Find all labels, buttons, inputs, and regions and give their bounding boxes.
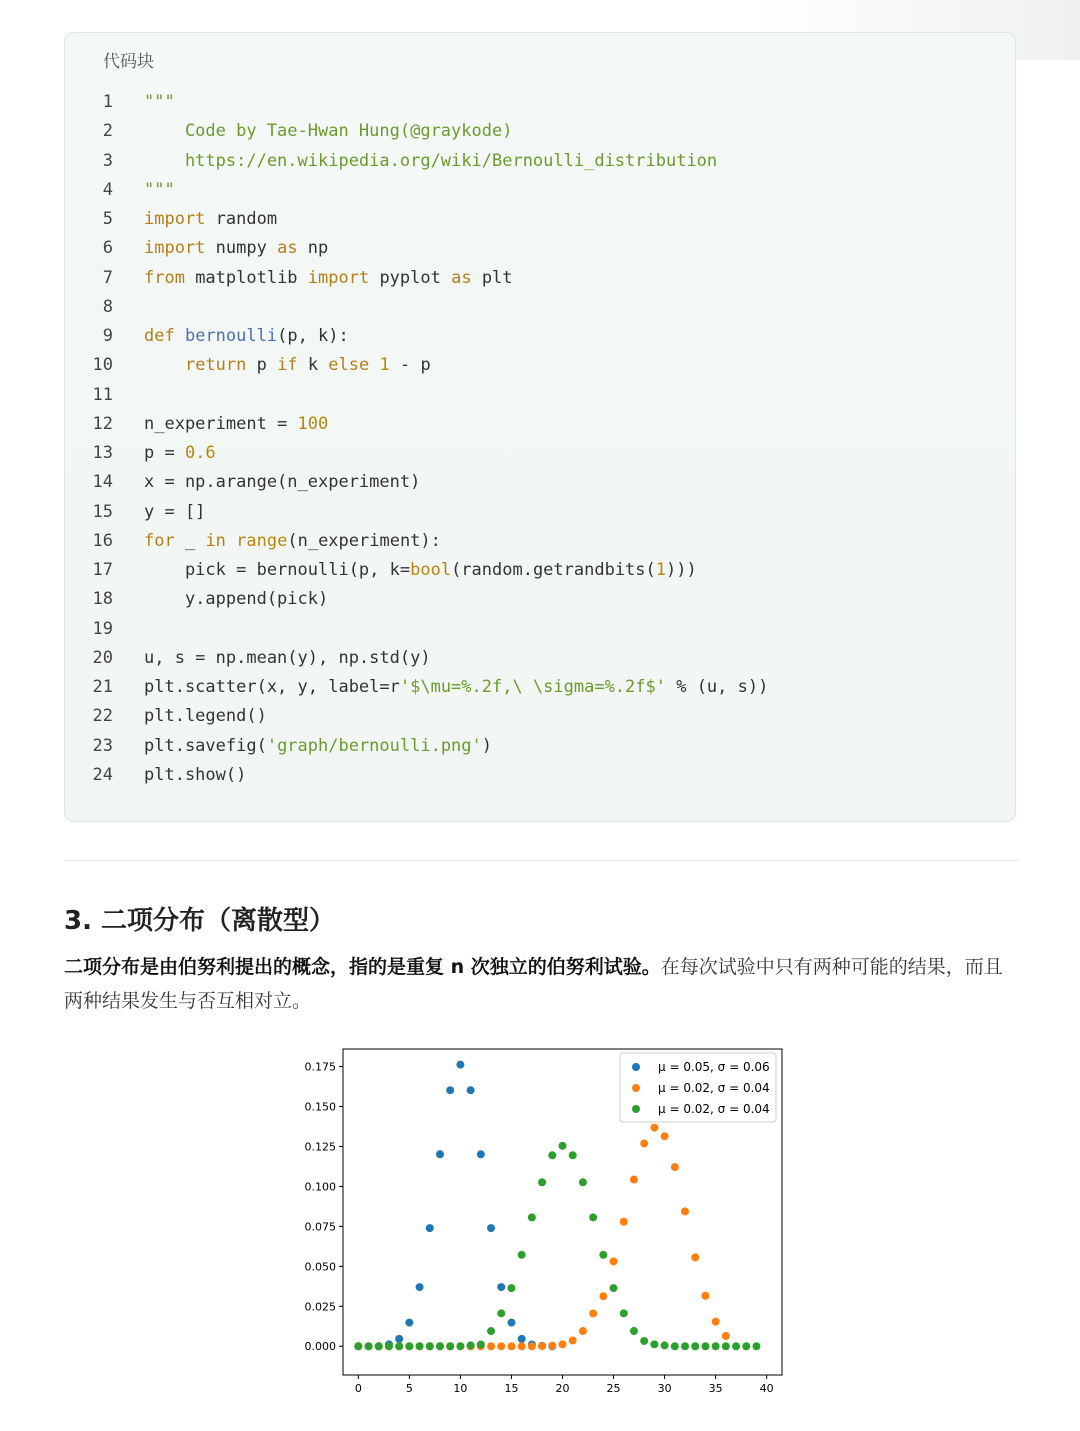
line-number: 5 <box>102 209 113 229</box>
code-text <box>144 410 328 439</box>
section-divider <box>64 860 1018 861</box>
legend-marker <box>632 1084 640 1092</box>
code-token: import <box>144 209 206 229</box>
y-tick-label: 0.150 <box>304 1100 336 1114</box>
x-tick-label: 35 <box>708 1382 723 1395</box>
code-token: as <box>451 267 472 288</box>
code-token: """ <box>144 92 175 112</box>
line-number: 14 <box>92 472 113 493</box>
scatter-point <box>528 1342 536 1350</box>
line-number: 24 <box>92 764 113 785</box>
scatter-point <box>538 1342 546 1350</box>
code-token: from <box>144 267 185 288</box>
scatter-point <box>589 1213 597 1221</box>
code-line <box>65 498 1015 527</box>
code-token: 100 <box>297 413 329 434</box>
y-tick-label: 0.100 <box>304 1180 336 1194</box>
line-number: 10 <box>92 355 113 376</box>
code-token: plt <box>471 267 513 288</box>
line-number: 9 <box>102 326 113 346</box>
code-line <box>65 88 1015 117</box>
scatter-point <box>487 1342 495 1350</box>
scatter-point <box>528 1213 536 1221</box>
code-text <box>144 498 205 527</box>
line-number: 21 <box>92 677 113 697</box>
code-token: - p <box>389 355 431 376</box>
x-tick-label: 30 <box>657 1382 672 1395</box>
code-text <box>144 234 328 263</box>
scatter-point <box>610 1284 618 1292</box>
code-token: plt.show() <box>144 764 247 785</box>
scatter-point <box>477 1340 485 1348</box>
scatter-point <box>732 1342 740 1350</box>
code-text <box>144 468 420 497</box>
scatter-point <box>661 1132 669 1140</box>
code-token: 1 <box>379 355 390 376</box>
scatter-point <box>742 1342 750 1350</box>
code-text <box>144 673 768 702</box>
code-line <box>65 293 1015 322</box>
scatter-point <box>548 1342 556 1350</box>
line-number: 12 <box>92 413 113 434</box>
scatter-point <box>671 1163 679 1171</box>
code-line <box>65 585 1015 614</box>
y-tick-label: 0.025 <box>304 1300 336 1314</box>
line-number: 15 <box>92 501 113 522</box>
scatter-point <box>640 1139 648 1147</box>
code-line <box>65 673 1015 702</box>
line-number: 20 <box>92 647 113 668</box>
code-token: https://en.wikipedia.org/wiki/Bernoulli_distribution <box>144 150 718 171</box>
code-token: (random.getrandbits( <box>451 560 656 580</box>
line-number: 22 <box>92 706 113 727</box>
scatter-point <box>416 1342 424 1350</box>
code-token: u, s = np.mean(y), np.std(y) <box>144 647 431 668</box>
line-number: 1 <box>102 92 113 112</box>
code-token: % (u, s)) <box>665 677 769 697</box>
code-token: y.append(pick) <box>144 589 329 610</box>
scatter-point <box>630 1327 638 1335</box>
scatter-point <box>712 1318 720 1326</box>
x-tick-label: 10 <box>453 1382 468 1395</box>
line-number: 2 <box>102 121 113 142</box>
code-token: random <box>205 209 278 229</box>
code-token: as <box>277 238 298 259</box>
code-token: matplotlib <box>184 267 308 288</box>
scatter-point <box>405 1319 413 1327</box>
code-line <box>65 468 1015 497</box>
code-token <box>175 326 185 346</box>
line-number: 7 <box>102 267 113 288</box>
scatter-point <box>569 1336 577 1344</box>
scatter-point <box>456 1342 464 1350</box>
scatter-point <box>477 1150 485 1158</box>
scatter-point <box>518 1335 526 1343</box>
code-token: np <box>297 238 329 259</box>
code-text <box>144 556 697 585</box>
scatter-point <box>661 1341 669 1349</box>
x-tick-label: 15 <box>504 1382 519 1395</box>
code-text <box>144 147 717 176</box>
code-line <box>65 147 1015 176</box>
chart-svg <box>290 1040 790 1410</box>
scatter-point <box>610 1257 618 1265</box>
y-tick-label: 0.125 <box>304 1140 336 1154</box>
code-line <box>65 761 1015 790</box>
scatter-point <box>559 1340 567 1348</box>
code-token: range <box>236 530 288 551</box>
scatter-point <box>497 1309 505 1317</box>
x-tick-label: 25 <box>606 1382 621 1395</box>
code-token: pick = bernoulli(p, k= <box>144 560 411 580</box>
y-tick-label: 0.175 <box>304 1060 336 1074</box>
line-number: 6 <box>102 238 113 259</box>
scatter-point <box>467 1341 475 1349</box>
code-text <box>144 761 246 790</box>
code-token: plt.savefig( <box>144 735 267 756</box>
scatter-point <box>712 1342 720 1350</box>
code-token: p <box>246 355 278 376</box>
scatter-point <box>354 1342 362 1350</box>
code-token: plt.scatter(x, y, label=r <box>144 677 400 697</box>
scatter-point <box>579 1327 587 1335</box>
code-block-caption: 代码块 <box>103 52 154 72</box>
code-token <box>369 355 379 375</box>
scatter-point <box>620 1309 628 1317</box>
scatter-point <box>467 1086 475 1094</box>
section-title: 3. 二项分布（离散型） <box>64 906 336 936</box>
scatter-point <box>671 1342 679 1350</box>
code-text <box>144 732 492 761</box>
code-token: else <box>328 355 370 376</box>
scatter-point <box>701 1292 709 1300</box>
code-token <box>226 531 236 551</box>
scatter-point <box>681 1207 689 1215</box>
scatter-point <box>446 1342 454 1350</box>
code-text <box>144 322 349 351</box>
scatter-point <box>405 1342 413 1350</box>
scatter-point <box>630 1176 638 1184</box>
code-line <box>65 556 1015 585</box>
code-line <box>65 381 1015 410</box>
scatter-point <box>507 1319 515 1327</box>
code-token: 0.6 <box>184 443 216 463</box>
code-token <box>144 355 185 375</box>
line-number: 3 <box>102 150 113 171</box>
legend-label: μ = 0.05, σ = 0.06 <box>658 1060 770 1074</box>
code-text <box>144 351 431 380</box>
code-line <box>65 732 1015 761</box>
code-line <box>65 205 1015 234</box>
scatter-point <box>650 1124 658 1132</box>
scatter-point <box>385 1342 393 1350</box>
code-token: pyplot <box>369 267 452 288</box>
code-token: n_experiment = <box>144 413 298 434</box>
code-line <box>65 234 1015 263</box>
legend-marker <box>632 1063 640 1071</box>
scatter-point <box>650 1340 658 1348</box>
scatter-point <box>395 1335 403 1343</box>
y-tick-label: 0.075 <box>304 1220 336 1234</box>
code-text <box>144 439 216 468</box>
line-number: 4 <box>102 179 113 200</box>
scatter-point <box>589 1309 597 1317</box>
x-tick-label: 20 <box>555 1382 570 1395</box>
line-number: 19 <box>92 618 113 639</box>
code-line <box>65 176 1015 205</box>
x-tick-label: 40 <box>759 1382 774 1395</box>
line-number: 18 <box>92 589 113 610</box>
code-token: for <box>144 530 175 551</box>
code-token: bool <box>410 560 452 580</box>
code-token: def <box>144 326 175 346</box>
code-token: return <box>184 355 247 376</box>
code-text <box>144 644 431 673</box>
code-token: ))) <box>666 560 697 580</box>
code-line <box>65 410 1015 439</box>
x-tick-label: 0 <box>354 1382 362 1395</box>
code-line <box>65 527 1015 556</box>
scatter-point <box>416 1283 424 1291</box>
scatter-point <box>497 1283 505 1291</box>
line-number: 13 <box>92 443 113 463</box>
code-block <box>64 32 1016 822</box>
scatter-point <box>691 1253 699 1261</box>
scatter-point <box>446 1086 454 1094</box>
line-number: 8 <box>102 296 113 317</box>
code-token: _ <box>174 530 206 551</box>
scatter-point <box>518 1251 526 1259</box>
y-tick-label: 0.000 <box>304 1340 336 1354</box>
scatter-point <box>507 1342 515 1350</box>
scatter-point <box>436 1342 444 1350</box>
paragraph-bold-text: 二项分布是由伯努利提出的概念，指的是重复 n 次独立的伯努利试验。 <box>64 956 661 978</box>
code-text <box>144 88 175 117</box>
scatter-point <box>559 1142 567 1150</box>
scatter-point <box>599 1292 607 1300</box>
code-token: if <box>277 355 298 376</box>
scatter-point <box>722 1342 730 1350</box>
binomial-scatter-chart <box>290 1040 790 1410</box>
code-token: (p, k): <box>277 326 349 346</box>
scatter-point <box>752 1342 760 1350</box>
section-paragraph <box>64 950 1014 1018</box>
scatter-point <box>436 1150 444 1158</box>
x-tick-label: 5 <box>405 1382 413 1395</box>
code-token: import <box>307 267 370 288</box>
scatter-point <box>620 1218 628 1226</box>
line-number: 16 <box>92 530 113 551</box>
scatter-point <box>507 1284 515 1292</box>
scatter-point <box>599 1251 607 1259</box>
scatter-point <box>722 1332 730 1340</box>
scatter-point <box>548 1151 556 1159</box>
scatter-point <box>691 1342 699 1350</box>
code-token: x = np.arange(n_experiment) <box>144 472 421 493</box>
code-text <box>144 176 175 205</box>
code-text <box>144 527 441 556</box>
code-token: import <box>144 238 206 259</box>
code-line <box>65 117 1015 146</box>
code-line <box>65 264 1015 293</box>
legend-label: μ = 0.02, σ = 0.04 <box>658 1081 770 1095</box>
code-text <box>144 702 267 731</box>
code-token: k <box>297 355 329 376</box>
line-number: 11 <box>92 384 113 405</box>
scatter-point <box>375 1342 383 1350</box>
scatter-point <box>579 1178 587 1186</box>
code-token: p = <box>144 443 185 463</box>
scatter-point <box>497 1342 505 1350</box>
code-token: numpy <box>205 238 278 259</box>
code-token: ) <box>481 735 493 756</box>
code-token: 'graph/bernoulli.png' <box>266 735 482 756</box>
legend-label: μ = 0.02, σ = 0.04 <box>658 1102 770 1116</box>
code-token: bernoulli <box>184 326 278 346</box>
y-tick-label: 0.050 <box>304 1260 336 1274</box>
paragraph-text: 在每次试验中只有两种可能的结果，而且两种结果发生与否互相对立。 <box>64 956 1003 1012</box>
scatter-point <box>681 1342 689 1350</box>
scatter-point <box>395 1342 403 1350</box>
scatter-point <box>487 1224 495 1232</box>
code-text <box>144 585 328 614</box>
code-line <box>65 615 1015 644</box>
code-token: Code by Tae-Hwan Hung(@graykode) <box>144 121 513 142</box>
code-line <box>65 322 1015 351</box>
code-lines <box>65 88 1015 790</box>
line-number: 23 <box>92 735 113 756</box>
code-token: (n_experiment): <box>287 530 441 551</box>
code-line <box>65 702 1015 731</box>
scatter-point <box>426 1224 434 1232</box>
scatter-point <box>456 1061 464 1069</box>
code-line <box>65 644 1015 673</box>
scatter-point <box>538 1178 546 1186</box>
scatter-point <box>569 1151 577 1159</box>
scatter-point <box>426 1342 434 1350</box>
code-text <box>144 264 513 293</box>
scatter-point <box>701 1342 709 1350</box>
scatter-point <box>365 1342 373 1350</box>
line-number: 17 <box>92 560 113 580</box>
code-token: """ <box>144 179 175 200</box>
code-token: '$\mu=%.2f,\ \sigma=%.2f$' <box>399 677 666 697</box>
code-line <box>65 351 1015 380</box>
code-token: 1 <box>655 560 667 580</box>
code-line <box>65 439 1015 468</box>
code-token: plt.legend() <box>144 706 267 727</box>
code-text <box>144 117 512 146</box>
code-text <box>144 205 277 234</box>
scatter-point <box>518 1342 526 1350</box>
code-token: y = [] <box>144 501 206 522</box>
scatter-point <box>640 1337 648 1345</box>
legend-marker <box>632 1105 640 1113</box>
scatter-point <box>487 1327 495 1335</box>
code-token: in <box>205 530 226 551</box>
